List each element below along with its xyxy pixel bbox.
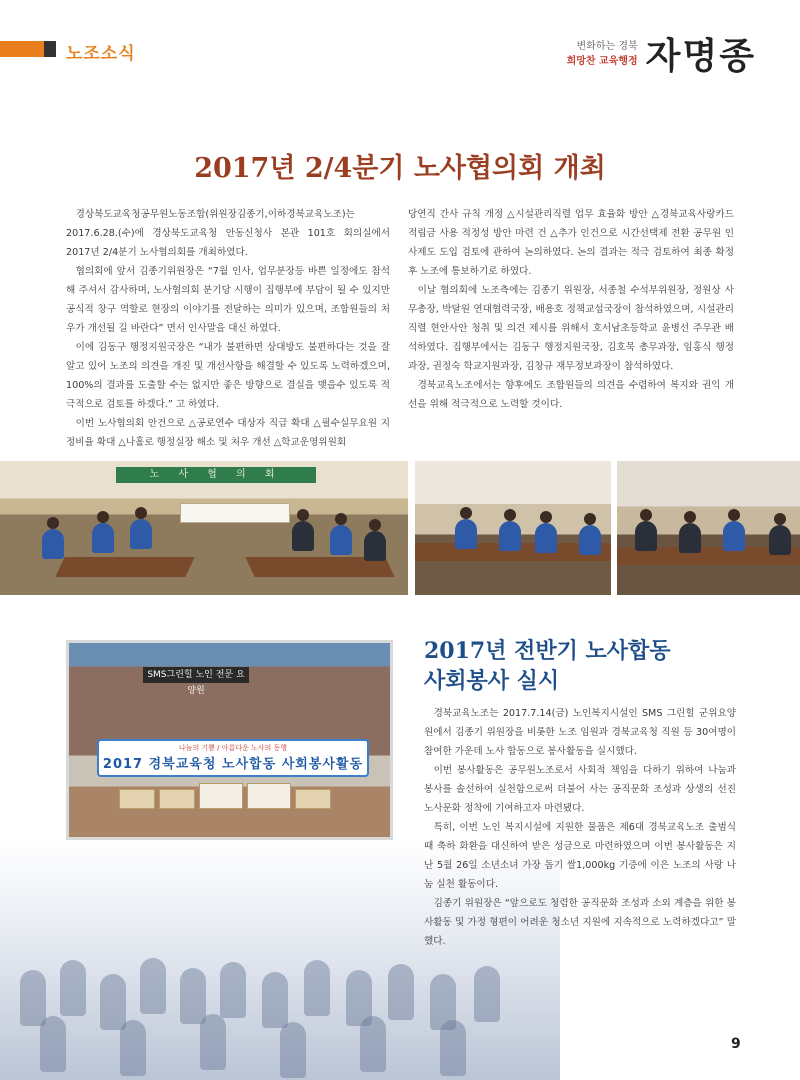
article1-column-left — [66, 205, 390, 452]
donation-box — [295, 789, 331, 809]
crowd-figure — [140, 958, 166, 1014]
crowd-figure — [440, 1020, 466, 1076]
crowd-figure — [280, 1022, 306, 1078]
article2-title — [424, 636, 671, 696]
banner-slogan: 나눔의 기쁨 / 아름다운 노사의 동행 — [178, 744, 288, 752]
meeting-photo-2 — [415, 461, 611, 595]
attendee — [679, 523, 701, 553]
meeting-window — [180, 503, 290, 523]
attendee — [769, 525, 791, 555]
brand-slogan-line2: 희망찬 교육행정 — [566, 55, 638, 67]
attendee-head — [47, 517, 59, 529]
attendee-head — [335, 513, 347, 525]
crowd-figure — [220, 962, 246, 1018]
attendee — [535, 523, 557, 553]
crowd-figure — [20, 970, 46, 1026]
attendee — [723, 521, 745, 551]
rice-bag — [247, 783, 291, 809]
attendee — [499, 521, 521, 551]
attendee — [42, 529, 64, 559]
brand-logo: 자명종 — [645, 35, 756, 77]
page-number: 9 — [731, 1036, 741, 1052]
meeting-banner: 노 사 협 의 회 — [116, 467, 316, 483]
attendee-head — [640, 509, 652, 521]
article2-paragraph: 경북교육노조는 2017.7.14(금) 노인복지시설인 SMS 그린힐 군위요양원에서 김종기 위원장을 비롯한 노조 임원과 경북교육청 직원 등 30여명이 참여한 가운데 노사 합동으로 봉사활동을 실시했다. — [424, 708, 736, 757]
article1-paragraph: 이에 김동구 행정지원국장은 “내가 불편하면 상대방도 불편하다는 것을 잘 알고 있어 노조의 의견을 개진 및 개선사항을 해결할 수 있도록 노력하겠으며, 100%의 결과를 도출할 수는 없지만 좋은 방향으로 결실을 맺을수 있도록 적극적으로 검토를 하겠다.” 고 하였다. — [66, 342, 390, 410]
brand-slogan-line1: 변화하는 경북 — [576, 40, 638, 52]
brand-slogan — [567, 39, 638, 69]
magazine-brand — [567, 28, 756, 79]
crowd-figure — [360, 1016, 386, 1072]
article2-paragraph: 특히, 이번 노인 복지시설에 지원한 물품은 제6대 경북교육노조 출범식 때 축하 화환을 대신하여 받은 성금으로 마련하였으며 이번 봉사활동은 지난 5월 26일 소년소녀 가장 돕기 쌀1,000kg 기증에 이은 노조의 사랑 나눔 실천 활동이다. — [424, 822, 736, 890]
article2-paragraph: 김종기 위원장은 “앞으로도 청렴한 공직문화 조성과 소외 계층을 위한 봉사활동 및 가정 형편이 어려운 청소년 지원에 지속적으로 노력하겠다고” 말했다. — [424, 898, 736, 947]
article1-column-right — [408, 205, 734, 414]
meeting-photo-1 — [0, 461, 408, 595]
attendee-head — [684, 511, 696, 523]
attendee-head — [135, 507, 147, 519]
attendee — [330, 525, 352, 555]
attendee — [292, 521, 314, 551]
attendee-head — [97, 511, 109, 523]
meeting-table — [55, 557, 194, 577]
rice-bag — [199, 783, 243, 809]
attendee-head — [540, 511, 552, 523]
article2-body — [424, 704, 736, 951]
section-label: 노조소식 — [66, 44, 136, 64]
attendee-head — [369, 519, 381, 531]
section-accent-bar — [0, 41, 46, 57]
crowd-figure — [40, 1016, 66, 1072]
attendee — [92, 523, 114, 553]
volunteer-banner — [97, 739, 369, 777]
volunteer-group-photo — [66, 640, 393, 840]
banner-title: 2017 경북교육청 노사합동 사회봉사활동 — [102, 757, 364, 772]
attendee-head — [504, 509, 516, 521]
crowd-figure — [60, 960, 86, 1016]
crowd-figure — [180, 968, 206, 1024]
crowd-figure — [388, 964, 414, 1020]
section-accent-block — [44, 41, 56, 57]
article2-title-line2: 사회봉사 실시 — [424, 668, 560, 694]
meeting-photo-3 — [617, 461, 800, 595]
article1-paragraph: 이번 노사협의회 안건으로 △공로연수 대상자 직급 확대 △필수실무요원 지정비율 확대 △나홀로 행정실장 해소 및 처우 개선 △학교운영위원회 — [66, 418, 390, 448]
attendee-head — [584, 513, 596, 525]
article1-paragraph: 이날 협의회에 노조측에는 김종기 위원장, 서종철 수석부위원장, 정원상 사무총장, 박달원 연대협력국장, 배용호 정책교섭국장이 참석하였으며, 시설관리직렬 현안사안 청취 및 의견 제시를 위해서 호서남초등학교 윤병선 주무관 배석하였다. 집행부에서는 김동구 행정지원국장, 김호묵 총무과장, 임홍식 행정과장, 권정숙 학교지원과장, 김창규 재무정보과장이 참석하였다. — [408, 285, 734, 372]
attendee-head — [460, 507, 472, 519]
crowd-figure — [474, 966, 500, 1022]
crowd-figure — [120, 1020, 146, 1076]
attendee — [130, 519, 152, 549]
article2-paragraph: 이번 봉사활동은 공무원노조로서 사회적 책임을 다하기 위하여 나눔과 봉사를 솔선하여 실천함으로써 더불어 사는 공직문화 조성과 상생의 선진 노사문화 정착에 기여하고자 마련됐다. — [424, 765, 736, 814]
donation-box — [159, 789, 195, 809]
article1-paragraph: 경북교육노조에서는 향후에도 조합원들의 의견을 수렴하여 복지와 권익 개선을 위해 적극적으로 노력할 것이다. — [408, 380, 734, 410]
article2-title-line1: 2017년 전반기 노사합동 — [424, 638, 671, 664]
article1-paragraph: 협의회에 앞서 김종기위원장은 “7월 인사, 업무분장등 바쁜 일정에도 참석해 주셔서 감사하며, 노사협의회 분기당 시행이 집행부에 부담이 될 수 있지만 공식적 창구 역할로 현장의 이야기를 전달하는 의미가 있으며, 조합원들의 처우가 개선될 길 바란다” 면서 인사말을 대신 하였다. — [66, 266, 390, 334]
article1-paragraph: 경상북도교육청공무원노동조합(위원장김종기,이하경북교육노조)는 2017.6.28.(수)에 경상북도교육청 안동신청사 본관 101호 회의실에서 2017년 2/4분기 노사협의회를 개최하였다. — [66, 209, 390, 258]
crowd-figure — [100, 974, 126, 1030]
building-sign: SMS그린힐 노인 전문 요양원 — [143, 667, 249, 683]
attendee — [635, 521, 657, 551]
crowd-figure — [200, 1014, 226, 1070]
attendee — [364, 531, 386, 561]
attendee-head — [728, 509, 740, 521]
article1-paragraph: 당연직 간사 규칙 개정 △시설관리직렬 업무 효율화 방안 △경북교육사랑카드 적립금 사용 적정성 방안 마련 건 △추가 인건으로 시간선택제 전환 공무원 인사제도 도입 검토에 관하여 논의하였다. 논의 결과는 적극 검토하여 최종 확정후 노조에 통보하기로 하였다. — [408, 209, 734, 277]
crowd-figure — [304, 960, 330, 1016]
attendee — [579, 525, 601, 555]
attendee — [455, 519, 477, 549]
donation-box — [119, 789, 155, 809]
article1-title: 2017년 2/4분기 노사협의회 개최 — [194, 153, 606, 184]
attendee-head — [297, 509, 309, 521]
crowd-figure — [262, 972, 288, 1028]
attendee-head — [774, 513, 786, 525]
